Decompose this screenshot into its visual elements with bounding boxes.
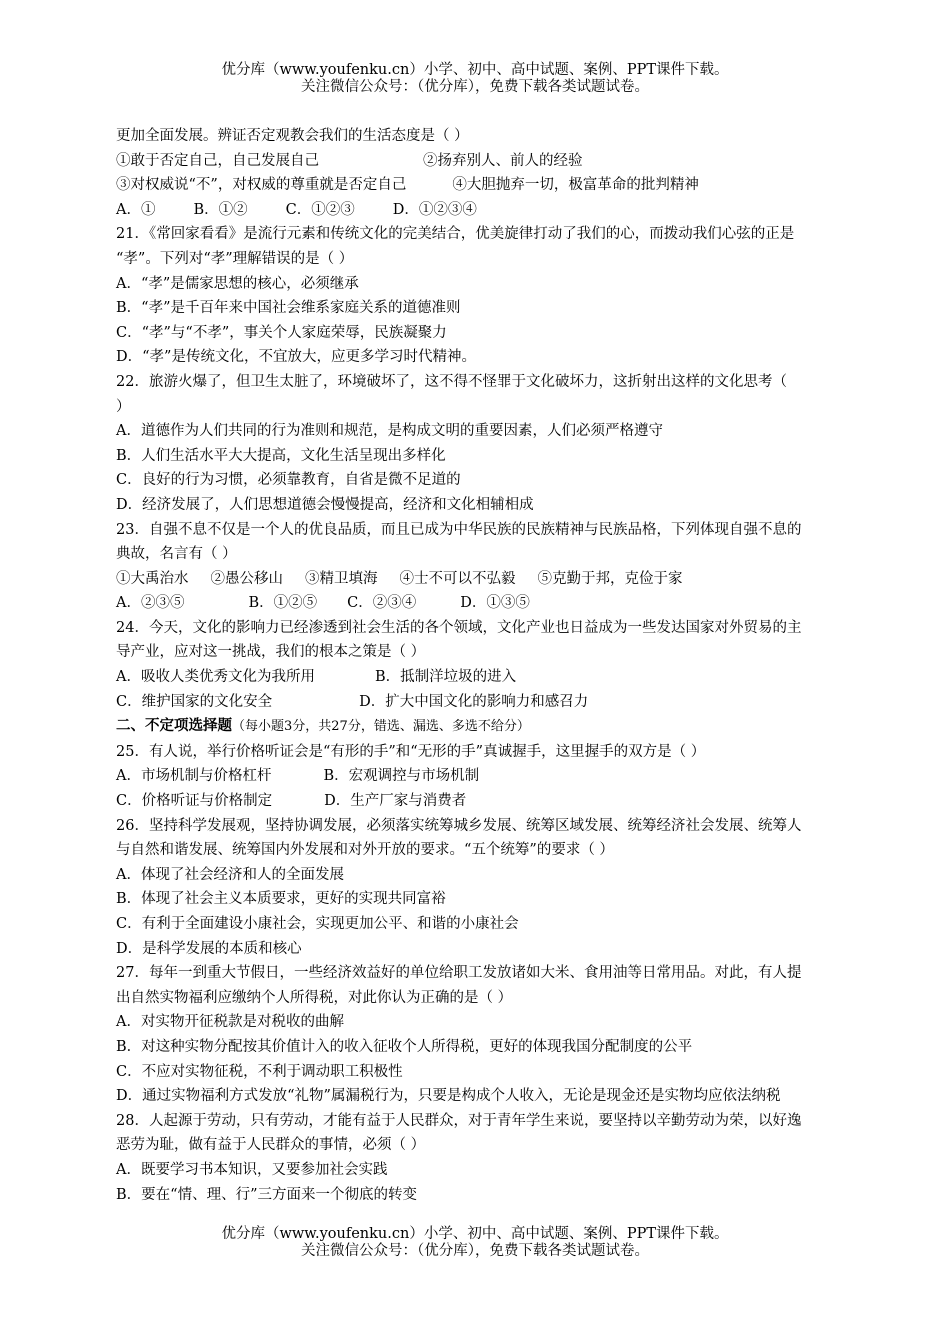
q22-choice-c: C．良好的行为习惯，必须靠教育，自省是微不足道的 <box>116 472 461 489</box>
q22-stem-2: ） <box>116 398 131 415</box>
q20-options-row-2 <box>116 173 906 198</box>
page-header <box>0 62 950 96</box>
q24-stem-1: 24．今天，文化的影响力已经渗透到社会生活的各个领域，文化产业也日益成为一些发达国家对外贸易的主 <box>116 619 802 636</box>
q20-stem: 更加全面发展。辨证否定观教会我们的生活态度是（ ） <box>116 128 469 144</box>
q25-choice-c: C．价格听证与价格制定 <box>116 793 273 810</box>
header-line-1: 优分库（www.youfenku.cn）小学、初中、高中试题、案例、PPT课件下载。 <box>221 62 729 78</box>
q21-choice-c: C．“孝”与“不孝”，事关个人家庭荣辱，民族凝聚力 <box>116 324 447 341</box>
q20-option-4: ④大胆抛弃一切，极富革命的批判精神 <box>452 177 699 194</box>
q25-choices-row-2 <box>116 789 906 814</box>
q23-choice-a: A．②③⑤ <box>116 595 185 612</box>
q20-choice-c: C．①②③ <box>285 201 355 218</box>
q25-stem: 25．有人说，举行价格听证会是“有形的手”和“无形的手”真诚握手，这里握手的双方是（ ） <box>116 743 706 760</box>
q23-option-4: ④士不可以不弘毅 <box>399 570 516 587</box>
q23-option-1: ①大禹治水 <box>116 570 189 587</box>
q28-choice-b: B．要在“情、理、行”三方面来一个彻底的转变 <box>116 1186 417 1203</box>
q26-choice-d: D．是科学发展的本质和核心 <box>116 940 302 957</box>
q26-choice-a: A．体现了社会经济和人的全面发展 <box>116 866 344 883</box>
header-line-2: 关注微信公众号：（优分库），免费下载各类试题试卷。 <box>301 79 649 95</box>
q21-stem-1: 21．《常回家看看》是流行元素和传统文化的完美结合，优美旋律打动了我们的心，而拨动我们心弦的正是 <box>116 226 795 243</box>
q20-choice-b: B．①② <box>193 201 248 218</box>
q23-choice-d: D．①③⑤ <box>460 595 530 612</box>
footer-line-2: 关注微信公众号：（优分库），免费下载各类试题试卷。 <box>301 1243 649 1259</box>
q20-choice-a: A．① <box>116 201 156 218</box>
q27-choice-a: A．对实物开征税款是对税收的曲解 <box>116 1014 344 1031</box>
q23-stem-1: 23．自强不息不仅是一个人的优良品质，而且已成为中华民族的民族精神与民族品格，下列体现自强不息的 <box>116 521 802 538</box>
section-2-note: （每小题3分，共27分，错选、漏选、多选不给分） <box>232 719 530 735</box>
q23-option-3: ③精卫填海 <box>305 570 378 587</box>
q20-choice-d: D．①②③④ <box>392 201 477 218</box>
q20-option-2: ②扬弃别人、前人的经验 <box>423 152 583 169</box>
q23-option-2: ②愚公移山 <box>210 570 283 587</box>
q22-stem-1: 22．旅游火爆了，但卫生太脏了，环境破坏了，这不得不怪罪于文化破坏力，这折射出这样的文化思考（ <box>116 373 787 390</box>
q23-option-5: ⑤克勤于邦，克俭于家 <box>537 570 683 587</box>
q25-choice-d: D．生产厂家与消费者 <box>324 793 467 810</box>
q26-choice-c: C．有利于全面建设小康社会，实现更加公平、和谐的小康社会 <box>116 916 519 932</box>
q22-choice-d: D．经济发展了，人们思想道德会慢慢提高，经济和文化相辅相成 <box>116 496 534 513</box>
q24-choices-row-2 <box>116 690 906 715</box>
q24-choice-a: A．吸收人类优秀文化为我所用 <box>116 669 315 686</box>
q20-option-1: ①敢于否定自己，自己发展自己 <box>116 152 319 169</box>
q22-choice-a: A．道德作为人们共同的行为准则和规范，是构成文明的重要因素，人们必须严格遵守 <box>116 423 663 440</box>
q25-choice-a: A．市场机制与价格杠杆 <box>116 768 272 785</box>
q20-choices <box>116 198 906 223</box>
q27-stem-1: 27．每年一到重大节假日，一些经济效益好的单位给职工发放诸如大米、食用油等日常用品。对此，有人提 <box>116 965 802 982</box>
footer-line-1: 优分库（www.youfenku.cn）小学、初中、高中试题、案例、PPT课件下载。 <box>221 1226 729 1242</box>
q24-choice-d: D．扩大中国文化的影响力和感召力 <box>359 693 589 710</box>
q24-stem-2: 导产业，应对这一挑战，我们的根本之策是（ ） <box>116 644 426 661</box>
q27-stem-2: 出自然实物福利应缴纳个人所得税，对此你认为正确的是（ ） <box>116 989 513 1006</box>
q25-choice-b: B．宏观调控与市场机制 <box>323 768 480 785</box>
section-2-heading <box>116 714 906 740</box>
q28-stem-1: 28．人起源于劳动，只有劳动，才能有益于人民群众，对于青年学生来说，要坚持以辛勤劳动为荣，以好逸 <box>116 1112 802 1129</box>
q28-stem-2: 恶劳为耻，做有益于人民群众的事情，必须（ ） <box>116 1137 426 1154</box>
q26-stem-2: 与自然和谐发展、统筹国内外发展和对外开放的要求。“五个统筹”的要求（ ） <box>116 842 614 859</box>
q22-choice-b: B．人们生活水平大大提高，文化生活呈现出多样化 <box>116 447 446 464</box>
q25-choices-row-1 <box>116 764 906 789</box>
q21-choice-a: A．“孝”是儒家思想的核心，必须继承 <box>116 275 359 292</box>
exam-content <box>116 124 906 1207</box>
q23-choice-c: C．②③④ <box>347 595 417 612</box>
q23-stem-2: 典故，名言有（ ） <box>116 546 237 563</box>
q23-choice-b: B．①②⑤ <box>248 595 318 612</box>
q27-choice-c: C．不应对实物征税，不利于调动职工积极性 <box>116 1063 403 1080</box>
q24-choice-c: C．维护国家的文化安全 <box>116 693 273 710</box>
q23-options <box>116 567 906 592</box>
page-footer <box>0 1226 950 1260</box>
q24-choices-row-1 <box>116 665 906 690</box>
q20-options-row-1 <box>116 149 906 174</box>
q21-choice-b: B．“孝”是千百年来中国社会维系家庭关系的道德准则 <box>116 300 461 317</box>
q26-choice-b: B．体现了社会主义本质要求，更好的实现共同富裕 <box>116 891 446 908</box>
q21-choice-d: D．“孝”是传统文化，不宜放大，应更多学习时代精神。 <box>116 349 476 366</box>
q27-choice-d: D．通过实物福利方式发放“礼物”属漏税行为，只要是构成个人收入，无论是现金还是实物均应依法纳税 <box>116 1088 781 1105</box>
q20-option-3: ③对权威说“不”，对权威的尊重就是否定自己 <box>116 177 407 194</box>
q23-choices <box>116 591 906 616</box>
q24-choice-b: B．抵制洋垃圾的进入 <box>374 669 517 686</box>
q26-stem-1: 26．坚持科学发展观，坚持协调发展，必须落实统筹城乡发展、统筹区域发展、统筹经济社会发展、统筹人 <box>116 817 802 834</box>
section-2-title: 二、不定项选择题 <box>116 717 232 735</box>
q27-choice-b: B．对这种实物分配按其价值计入的收入征收个人所得税，更好的体现我国分配制度的公平 <box>116 1038 693 1055</box>
q21-stem-2: “孝”。下列对“孝”理解错误的是（ ） <box>116 250 354 267</box>
q28-choice-a: A．既要学习书本知识，又要参加社会实践 <box>116 1161 388 1178</box>
